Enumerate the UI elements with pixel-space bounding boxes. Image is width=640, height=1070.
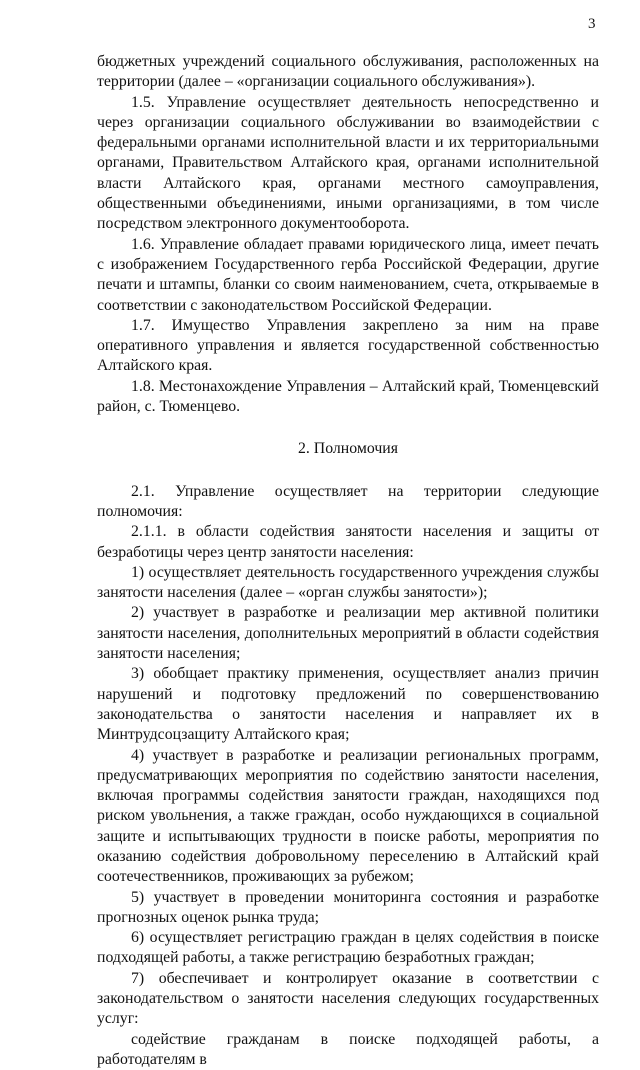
list-item-5: 5) участвует в проведении мониторинга состояния и разработке прогнозных оценок рынка труда;: [97, 888, 599, 926]
section-heading: 2. Полномочия: [298, 440, 398, 458]
list-subitem: содействие гражданам в поиске подходящей работы, а работодателям в: [97, 1030, 599, 1068]
document-body: [97, 52, 599, 1070]
list-item-6: 6) осуществляет регистрацию граждан в целях содействия в поиске подходящей работы, а также регистрацию безработных граждан;: [97, 929, 599, 967]
paragraph-1-8: 1.8. Местонахождение Управления – Алтайский край, Тюменцевский район, с. Тюменцево.: [97, 377, 599, 416]
paragraph-2-1: 2.1. Управление осуществляет на территории следующие полномочия:: [97, 482, 599, 520]
page-number: 3: [588, 16, 596, 32]
list-item-1: 1) осуществляет деятельность государственного учреждения службы занятости населения (далее – «орган службы занятости»);: [97, 563, 599, 602]
paragraph-1-6: 1.6. Управление обладает правами юридического лица, имеет печать с изображением Государственного герба Российской Федерации, другие печати и штампы, бланки со своим наименованием, счета, открываемые в соответствии с законодательством Российской Федерации.: [97, 235, 599, 314]
list-item-7: 7) обеспечивает и контролирует оказание в соответствии с законодательством о занятости населения следующих государственных услуг:: [97, 969, 599, 1028]
paragraph-continuation: бюджетных учреждений социального обслуживания, расположенных на территории (далее – «организации социального обслуживания»).: [97, 53, 599, 91]
list-item-3: 3) обобщает практику применения, осуществляет анализ причин нарушений и подготовку предложений по совершенствованию законодательства о занятости населения и направляет их в Минтрудсоцзащиту Алтайского края;: [97, 665, 599, 744]
list-item-4: 4) участвует в разработке и реализации региональных программ, предусматривающих мероприятия по содействию занятости населения, включая программы содействия занятости граждан, находящихся под риском увольнения, а также граждан, особо нуждающихся в социальной защите и испытывающих трудности в поиске работы, мероприятия по оказанию содействия добровольному переселению в Алтайский край соотечественников, проживающих за рубежом;: [97, 746, 599, 886]
list-item-2: 2) участвует в разработке и реализации мер активной политики занятости населения, дополнительных мероприятий в области содействия занятости населения;: [97, 604, 599, 663]
paragraph-1-5: 1.5. Управление осуществляет деятельность непосредственно и через организации социального обслуживании во взаимодействии с федеральными органами исполнительной власти и их территориальными органами, Правительством Алтайского края, органами исполнительной власти Алтайского края, органами местного самоуправления, общественными объединениями, иными организациями, в том числе посредством электронного документооборота.: [97, 93, 599, 233]
paragraph-1-7: 1.7. Имущество Управления закреплено за ним на праве оперативного управления и является государственной собственностью Алтайского края.: [97, 316, 599, 375]
paragraph-2-1-1: 2.1.1. в области содействия занятости населения и защиты от безработицы через центр занятости населения:: [97, 523, 599, 561]
